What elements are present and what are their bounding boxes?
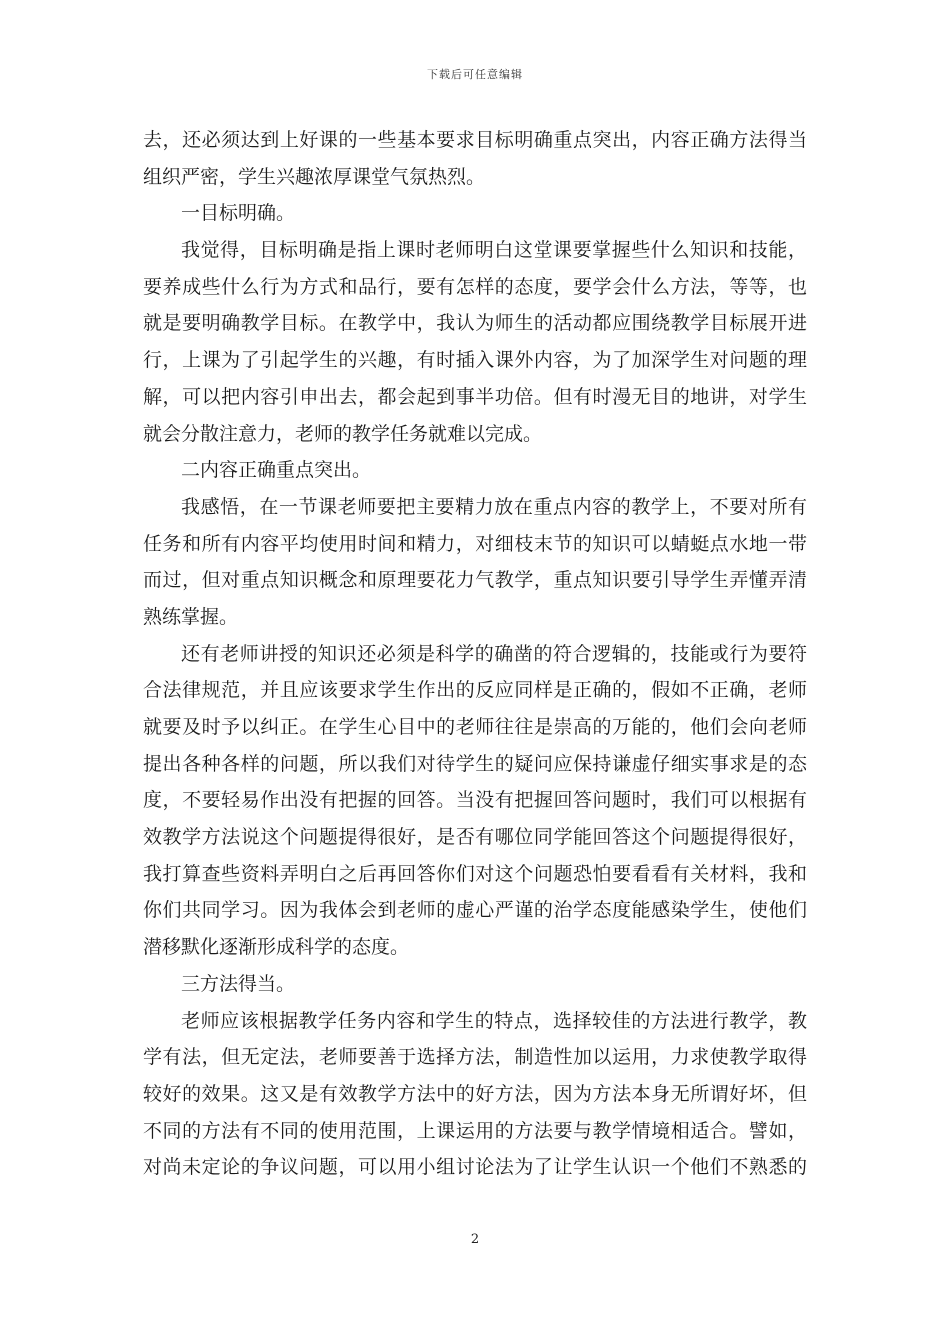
text-line: 我感悟，在一节课老师要把主要精力放在重点内容的教学上，不要对所有 [181, 495, 807, 518]
text-line: 合法律规范，并且应该要求学生作出的反应同样是正确的，假如不正确，老师 [143, 679, 807, 702]
header-note: 下载后可任意编辑 [427, 68, 523, 81]
text-line: 效教学方法说这个问题提得很好，是否有哪位同学能回答这个问题提得很好， [143, 826, 807, 849]
text-line: 行，上课为了引起学生的兴趣，有时插入课外内容，为了加深学生对问题的理 [143, 349, 807, 372]
text-line: 熟练掌握。 [143, 605, 239, 628]
text-line: 就是要明确教学目标。在教学中，我认为师生的活动都应围绕教学目标展开进 [143, 312, 807, 335]
text-line: 不同的方法有不同的使用范围，上课运用的方法要与教学情境相适合。譬如， [143, 1119, 807, 1142]
text-line: 组织严密，学生兴趣浓厚课堂气氛热烈。 [143, 165, 486, 188]
text-line: 就要及时予以纠正。在学生心目中的老师往往是崇高的万能的，他们会向老师 [143, 716, 807, 738]
text-line: 潜移默化逐渐形成科学的态度。 [143, 936, 410, 959]
text-line: 就会分散注意力，老师的教学任务就难以完成。 [143, 422, 543, 445]
text-line: 我觉得，目标明确是指上课时老师明白这堂课要掌握些什么知识和技能， [181, 239, 807, 262]
text-line: 一目标明确。 [181, 202, 296, 225]
page-footer [0, 1232, 950, 1247]
text-line: 解，可以把内容引申出去，都会起到事半功倍。但有时漫无目的地讲，对学生 [143, 385, 807, 408]
page-header [0, 66, 950, 82]
text-line: 而过，但对重点知识概念和原理要花力气教学，重点知识要引导学生弄懂弄清 [143, 569, 807, 592]
text-line: 较好的效果。这又是有效教学方法中的好方法，因为方法本身无所谓好坏，但 [143, 1082, 807, 1105]
text-line: 你们共同学习。因为我体会到老师的虚心严谨的治学态度能感染学生，使他们 [143, 899, 807, 922]
text-line: 对尚未定论的争议问题，可以用小组讨论法为了让学生认识一个他们不熟悉的 [143, 1156, 807, 1179]
text-line: 学有法，但无定法，老师要善于选择方法，制造性加以运用，力求使教学取得 [143, 1046, 807, 1069]
text-line: 要养成些什么行为方式和品行，要有怎样的态度，要学会什么方法，等等，也 [143, 275, 807, 298]
text-line: 我打算查些资料弄明白之后再回答你们对这个问题恐怕要看看有关材料，我和 [143, 862, 807, 885]
text-line: 二内容正确重点突出。 [181, 459, 372, 482]
page-number: 2 [470, 1232, 480, 1247]
text-line: 老师应该根据教学任务内容和学生的特点，选择较佳的方法进行教学，教 [181, 1009, 807, 1032]
text-line: 还有老师讲授的知识还必须是科学的确凿的符合逻辑的，技能或行为要符 [181, 642, 807, 665]
text-line: 任务和所有内容平均使用时间和精力，对细枝末节的知识可以蜻蜓点水地一带 [143, 532, 807, 555]
text-line: 提出各种各样的问题，所以我们对待学生的疑问应保持谦虚仔细实事求是的态 [143, 752, 807, 775]
document-body [143, 122, 807, 1186]
text-line: 三方法得当。 [181, 972, 296, 995]
text-line: 度，不要轻易作出没有把握的回答。当没有把握回答问题时，我们可以根据有 [143, 789, 807, 812]
text-line: 去，还必须达到上好课的一些基本要求目标明确重点突出，内容正确方法得当 [143, 129, 807, 151]
